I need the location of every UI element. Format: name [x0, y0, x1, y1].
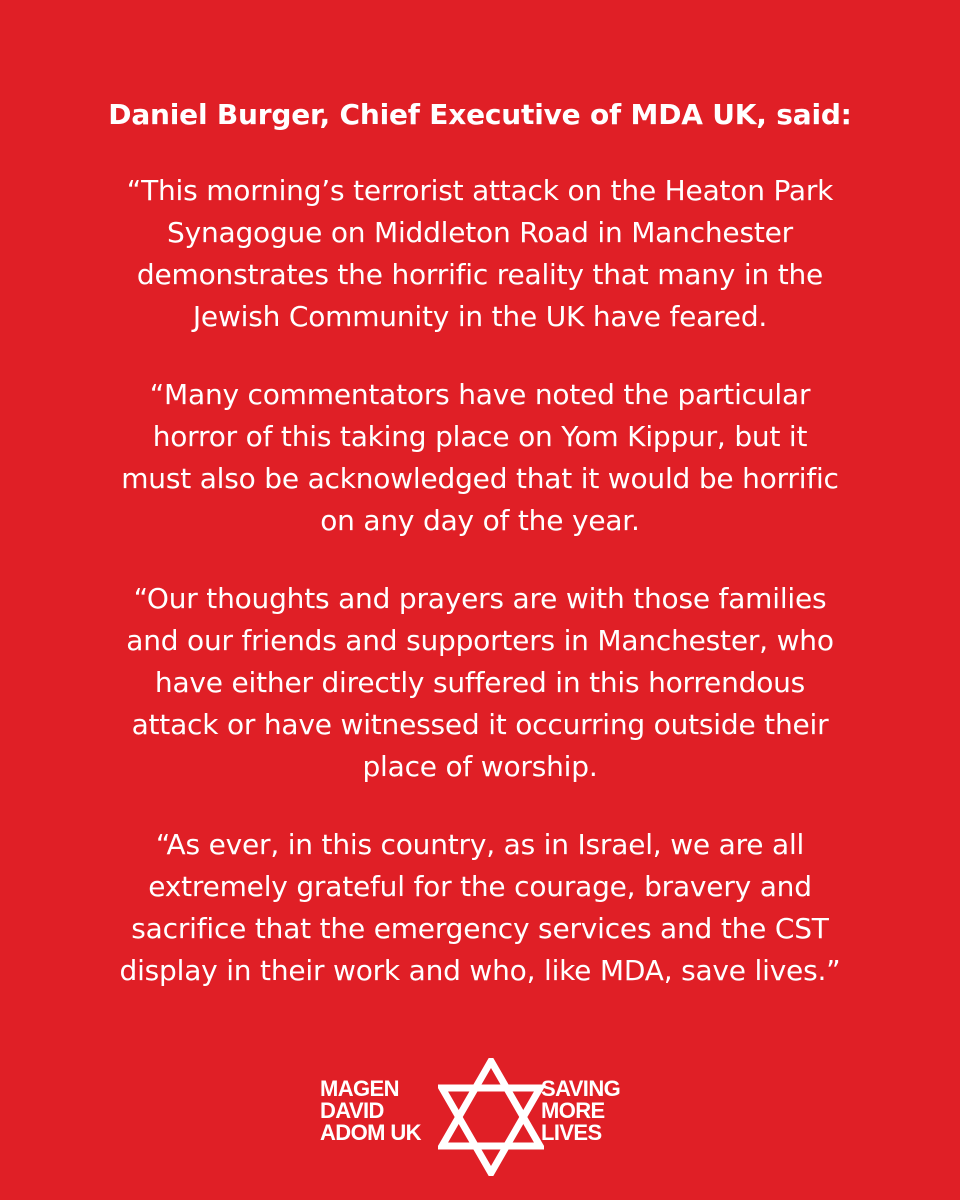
star-of-david-icon	[438, 1058, 544, 1176]
paragraph-line: “As ever, in this country, as in Israel, we are all	[155, 828, 805, 861]
logo-tagline	[541, 1078, 651, 1144]
paragraph-line: “Our thoughts and prayers are with those families	[133, 582, 827, 615]
paragraph-line: must also be acknowledged that it would be horrific	[121, 462, 839, 495]
logo-wordmark-line: ADOM UK	[320, 1120, 421, 1145]
statement-paragraph	[60, 374, 900, 542]
logo-wordmark	[320, 1078, 440, 1144]
paragraph-line: and our friends and supporters in Manchester, who	[126, 624, 834, 657]
mda-uk-logo	[0, 1056, 960, 1180]
statement-paragraph	[60, 578, 900, 788]
logo-tagline-line: MORE	[541, 1098, 605, 1123]
statement-heading: Daniel Burger, Chief Executive of MDA UK, said:	[108, 98, 852, 131]
statement	[60, 94, 900, 992]
paragraph-line: Synagogue on Middleton Road in Manchester	[167, 216, 793, 249]
statement-paragraph	[60, 170, 900, 338]
paragraph-line: attack or have witnessed it occurring outside their	[131, 708, 829, 741]
logo-tagline-line: SAVING	[541, 1076, 621, 1101]
logo-wordmark-line: MAGEN	[320, 1076, 399, 1101]
paragraph-line: “This morning’s terrorist attack on the Heaton Park	[126, 174, 834, 207]
paragraph-line: on any day of the year.	[320, 504, 640, 537]
statement-paragraph	[60, 824, 900, 992]
paragraph-line: sacrifice that the emergency services and the CST	[131, 912, 829, 945]
paragraph-line: display in their work and who, like MDA, save lives.”	[119, 954, 841, 987]
paragraph-line: demonstrates the horrific reality that many in the	[136, 258, 824, 291]
paragraph-line: horror of this taking place on Yom Kippur, but it	[152, 420, 808, 453]
paragraph-line: have either directly suffered in this horrendous	[154, 666, 806, 699]
paragraph-line: place of worship.	[362, 750, 598, 783]
paragraph-line: extremely grateful for the courage, bravery and	[148, 870, 812, 903]
logo-wordmark-line: DAVID	[320, 1098, 384, 1123]
logo-tagline-line: LIVES	[541, 1120, 602, 1145]
paragraph-line: Jewish Community in the UK have feared.	[192, 300, 768, 333]
paragraph-line: “Many commentators have noted the particular	[149, 378, 811, 411]
